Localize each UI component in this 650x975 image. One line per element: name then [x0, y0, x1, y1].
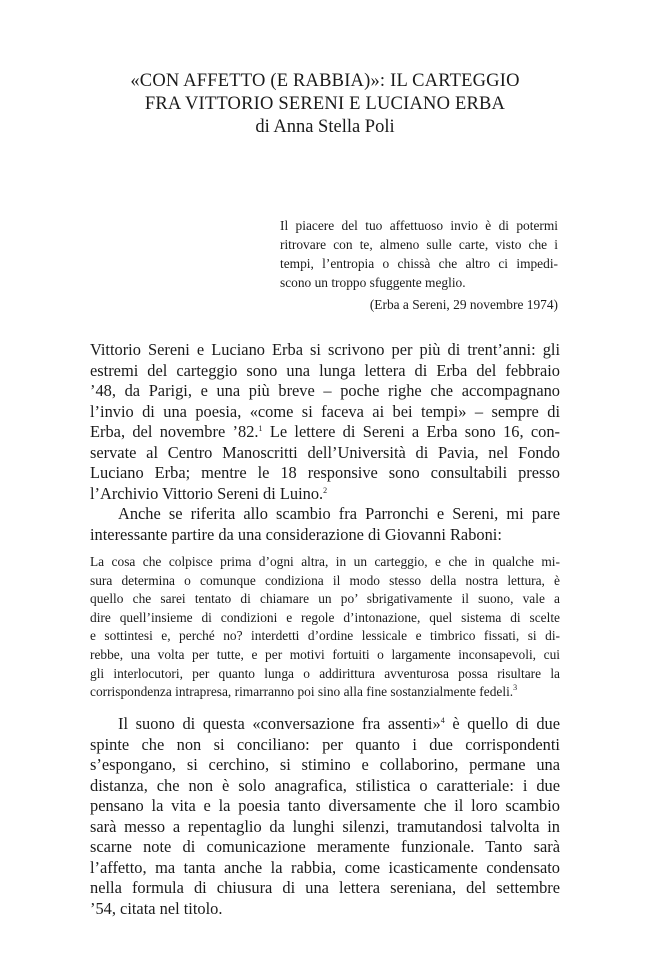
epigraph-line: Il piacere del tuo affettuoso invio è di potermi — [280, 218, 558, 233]
block-quote — [90, 553, 560, 702]
text-line: estremi del carteggio sono una lunga lettera di Erba del febbraio — [90, 360, 560, 380]
text-line: pensano la vita e la poesia tanto diversamente che il loro scambio — [90, 796, 560, 815]
footnote-ref-1[interactable]: 1 — [258, 424, 263, 433]
title-line-1: «CON AFFETTO (E RABBIA)»: IL CARTEGGIO — [130, 71, 520, 91]
quote-line: sura determina o comunque condiziona il modo stesso della nostra lettura, è — [90, 572, 560, 588]
epigraph-source: (Erba a Sereni, 29 novembre 1974) — [369, 297, 558, 312]
epigraph-text — [280, 216, 558, 292]
paragraph-3 — [90, 714, 560, 919]
title-line-2: FRA VITTORIO SERENI E LUCIANO ERBA — [144, 94, 506, 114]
text-line: s’espongano, si cerchino, si stimino e collaborino, permane una — [90, 755, 560, 774]
text-segment: corrispondenza intrapresa, rimarranno poi sino alla fine sostanzialmente fedeli. — [90, 684, 514, 700]
footnote-ref-2[interactable]: 2 — [323, 485, 328, 495]
epigraph-line: tempi, l’entropia o chissà che altro ci impedi- — [280, 256, 558, 271]
footnote-ref-4[interactable]: 4 — [440, 716, 445, 725]
text-line: servate al Centro Manoscritti dell’Università di Pavia, nel Fondo — [90, 442, 560, 462]
paragraph-2 — [90, 504, 560, 545]
quote-line: e sottintesi e, perché no? interdetti d’ordine lessicale e timbrico fissati, si di- — [90, 628, 560, 644]
text-line — [90, 714, 560, 735]
text-segment: l’Archivio Vittorio Sereni di Luino. — [90, 483, 324, 503]
epigraph — [280, 216, 558, 314]
text-segment: Erba, del novembre ’82. — [90, 422, 259, 441]
text-line: distanza, che non è solo anagrafica, stilistica o caratteriale: i due — [90, 775, 560, 795]
text-line: nella formula di chiusura di una lettera sereniana, del settembre — [90, 878, 560, 897]
text-line: interessante partire da una considerazione di Giovanni Raboni: — [90, 524, 502, 544]
text-line: l’affetto, ma tanta anche la rabbia, come icasticamente condensato — [90, 857, 560, 877]
paragraph-1 — [90, 340, 560, 504]
epigraph-line: ritrovare con te, almeno sulle carte, visto che i — [280, 237, 558, 252]
epigraph-line: scono un troppo sfuggente meglio. — [280, 275, 466, 290]
quote-line: rebbe, una volta per tutte, e per motivi fortuiti o largamente inconsapevoli, cui — [90, 646, 560, 662]
text-segment: è quello di due — [444, 714, 560, 733]
text-line: Luciano Erba; mentre le 18 responsive sono consultabili presso — [90, 463, 560, 482]
quote-line: quello che sarei tentato di chiamare un po’ sbrigativamente il suono, vale a — [90, 591, 560, 607]
quote-line: dire quell’insieme di condizioni e regole d’intonazione, quel sistema di scelte — [90, 609, 560, 625]
quote-line — [90, 683, 560, 702]
text-line: spinte che non si conciliano: per quanto i due corrispondenti — [90, 734, 560, 754]
text-segment: Le lettere di Sereni a Erba sono 16, con- — [262, 422, 560, 441]
text-line: sarà messo a repentaglio da lunghi silenzi, tramutandosi talvolta in — [90, 816, 560, 836]
text-line: l’invio di una poesia, «come si faceva ai bei tempi» – sempre di — [90, 401, 560, 421]
text-line: scarne note di comunicazione meramente funzionale. Tanto sarà — [90, 837, 560, 856]
text-line: ’54, citata nel titolo. — [90, 898, 223, 918]
text-line: ’48, da Parigi, e una più breve – poche righe che accompagnano — [90, 381, 560, 400]
body-paragraphs-2 — [90, 714, 560, 919]
footnote-ref-3[interactable]: 3 — [513, 683, 518, 693]
text-line: Vittorio Sereni e Luciano Erba si scrivono per più di trent’anni: gli — [90, 340, 560, 359]
text-segment: Il suono di questa «conversazione fra assenti» — [118, 714, 441, 733]
quote-line: gli interlocutori, per quanto lunga o addirittura avventurosa possa risultare la — [90, 665, 560, 681]
text-line — [90, 484, 560, 505]
text-line: Anche se riferita allo scambio fra Parronchi e Sereni, mi pare — [118, 504, 560, 523]
article-title — [90, 70, 560, 139]
text-line — [90, 422, 560, 443]
quote-line: La cosa che colpisce prima d’ogni altra, in un carteggio, e che in qualche mi- — [90, 554, 560, 569]
author-line: di Anna Stella Poli — [255, 117, 395, 137]
body-paragraphs-1 — [90, 340, 560, 545]
